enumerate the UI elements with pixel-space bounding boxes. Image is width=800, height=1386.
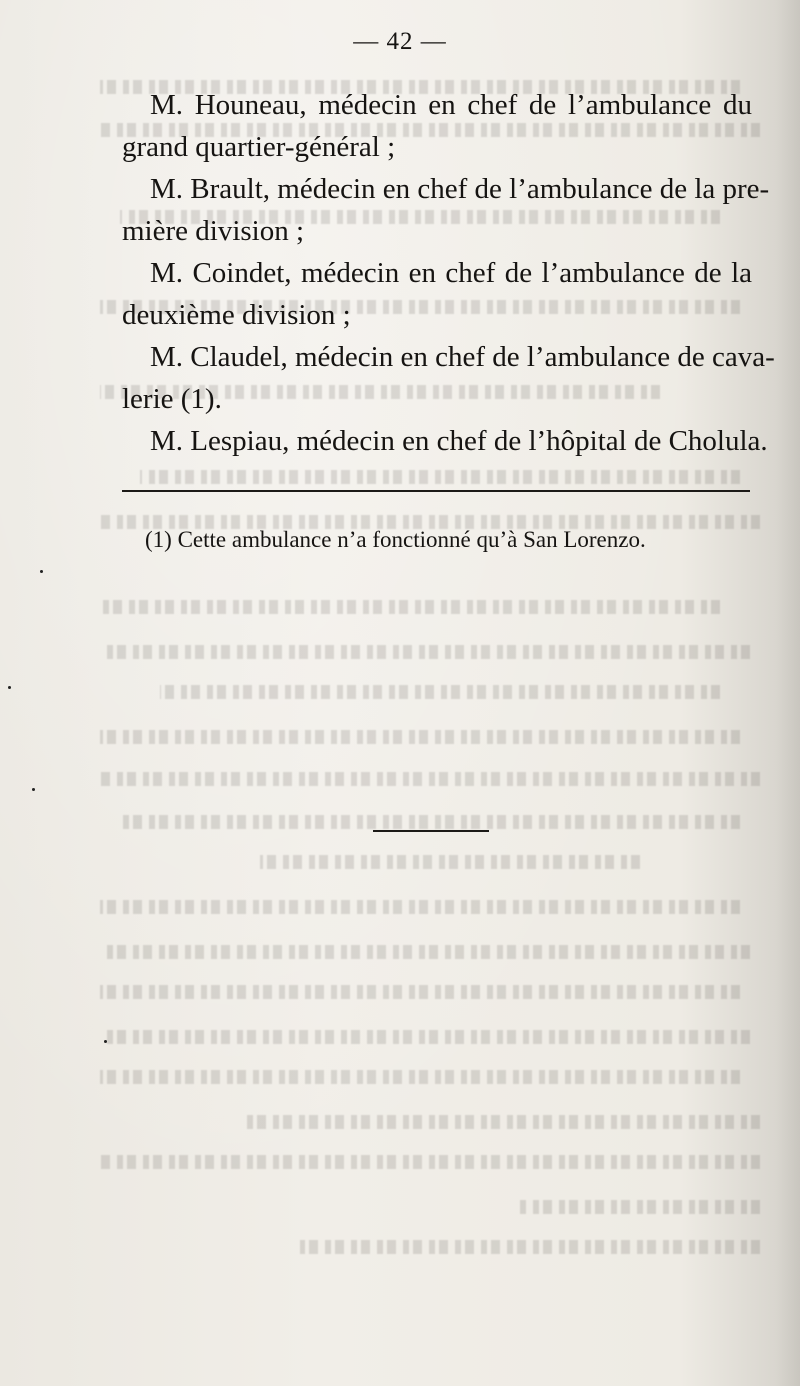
footnote-separator: [122, 490, 750, 492]
list-item: [122, 252, 752, 336]
list-item-line: grand quartier-général ;: [122, 131, 396, 163]
list-item-line: M. Houneau, médecin en chef de l’ambulance du: [150, 89, 752, 121]
list-item: M. Lespiau, médecin en chef de l’hôpital de Cholula.: [150, 425, 768, 457]
ink-speck: [104, 1040, 107, 1043]
list-item-line: M. Brault, médecin en chef de l’ambulance de la pre-: [150, 173, 770, 205]
footnote: (1) Cette ambulance n’a fonctionné qu’à San Lorenzo.: [145, 527, 646, 552]
list-item-line: deuxième division ;: [122, 299, 351, 331]
list-item-line: lerie (1).: [122, 383, 222, 415]
section-divider: [373, 830, 489, 832]
list-item: [122, 168, 770, 252]
list-item: [122, 336, 775, 420]
list-item: [122, 84, 752, 168]
ink-speck: [8, 686, 11, 689]
list-item-line: M. Claudel, médecin en chef de l’ambulance de cava-: [150, 341, 775, 373]
ink-speck: [40, 570, 43, 573]
list-item-line: mière division ;: [122, 215, 305, 247]
page-number: — 42 —: [353, 28, 447, 55]
ink-speck: [32, 788, 35, 791]
list-item-line: M. Coindet, médecin en chef de l’ambulance de la: [150, 257, 752, 289]
